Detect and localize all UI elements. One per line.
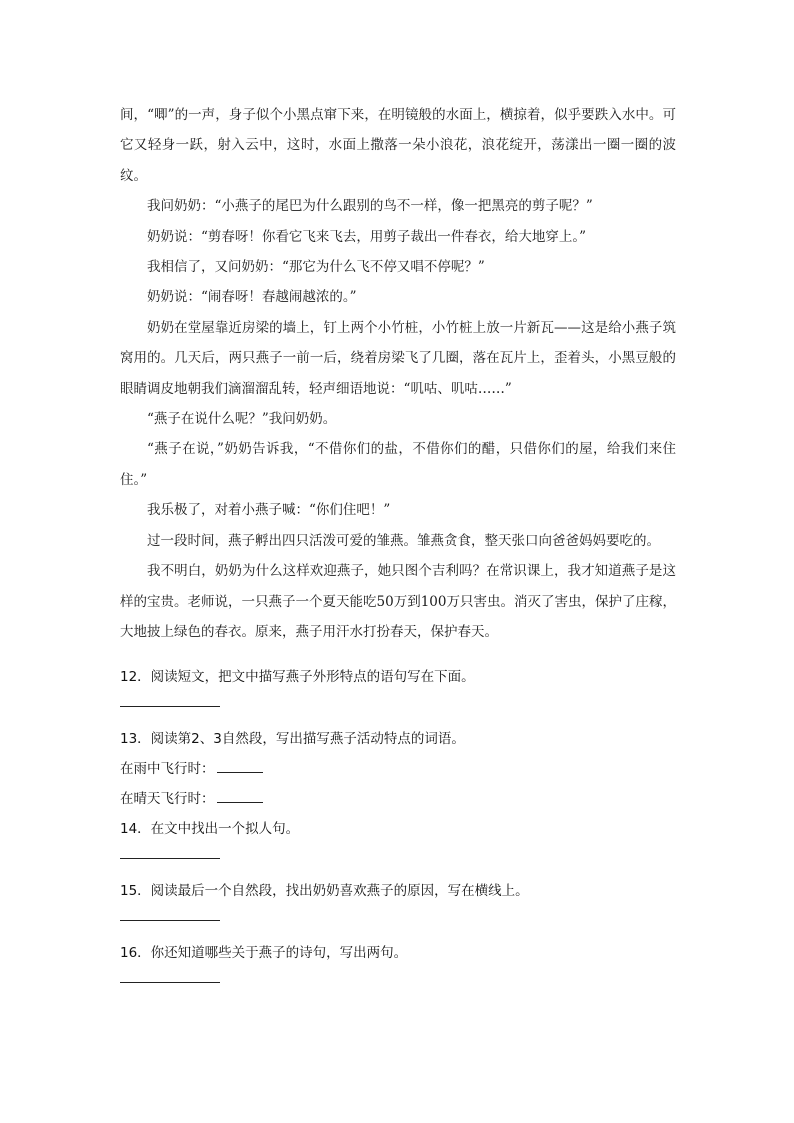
question-16: 16．你还知道哪些关于燕子的诗句，写出两句。 [120,945,408,961]
paragraph: “燕子在说什么呢？”我问奶奶。 [147,411,337,428]
paragraph: 奶奶说：“闹春呀！春越闹越浓的。” [147,289,357,306]
answer-line-14[interactable] [120,858,220,859]
answer-blank-13-rain[interactable] [217,758,263,773]
paragraph: 间，“唧”的一声，身子似个小黑点窜下来，在明镜般的水面上，横掠着，似乎要跌入水中。可它又轻身一跃，射入云中，这时，水面上撒落一朵小浪花，浪花绽开，荡漾出一圈一圈的波纹。 [120,107,676,184]
question-section [120,662,676,1000]
paragraph: 奶奶说：“剪春呀！你看它飞来飞去，用剪子裁出一件春衣，给大地穿上。” [147,228,587,245]
question-12: 12．阅读短文，把文中描写燕子外形特点的语句写在下面。 [120,669,475,685]
paragraph: “燕子在说，”奶奶告诉我，“不借你们的盐，不借你们的醋，只借你们的屋，给我们来住住。” [120,441,676,488]
answer-line-16[interactable] [120,982,220,983]
paragraph: 过一段时间，燕子孵出四只活泼可爱的雏燕。雏燕贪食，整天张口向爸爸妈妈要吃的。 [147,532,660,549]
paragraph: 我乐极了，对着小燕子喊：“你们住吧！” [147,502,391,519]
answer-line-12[interactable] [120,706,220,707]
question-15: 15．阅读最后一个自然段，找出奶奶喜欢燕子的原因，写在横线上。 [120,883,529,899]
paragraph: 我不明白，奶奶为什么这样欢迎燕子，她只图个吉利吗？在常识课上，我才知道燕子是这样的宝贵。老师说，一只燕子一个夏天能吃50万到100万只害虫。消灭了害虫，保护了庄稼，大地披上绿色的春衣。原来，燕子用汗水打扮春天，保护春天。 [120,563,676,640]
question-13-sunny-label: 在晴天飞行时： [120,791,215,807]
paragraph: 我问奶奶：“小燕子的尾巴为什么跟别的鸟不一样，像一把黑亮的剪子呢？” [147,198,593,215]
paragraph: 奶奶在堂屋靠近房梁的墙上，钉上两个小竹桩，小竹桩上放一片新瓦——这是给小燕子筑窝用的。几天后，两只燕子一前一后，绕着房梁飞了几圈，落在瓦片上，歪着头，小黑豆般的眼睛调皮地朝我们滴溜溜乱转，轻声细语地说：“叽咕、叽咕……” [120,319,676,397]
answer-blank-13-sunny[interactable] [217,788,263,803]
reading-passage [120,100,676,647]
question-14: 14．在文中找出一个拟人句。 [120,821,300,837]
question-13: 13．阅读第2、3自然段，写出描写燕子活动特点的词语。 [120,731,465,747]
question-13-rain-label: 在雨中飞行时： [120,761,215,777]
paragraph: 我相信了，又问奶奶：“那它为什么飞不停又唱不停呢？” [147,259,485,276]
question-13-sunny-row [120,784,676,814]
question-13-rain-row [120,754,676,784]
answer-line-15[interactable] [120,920,220,921]
